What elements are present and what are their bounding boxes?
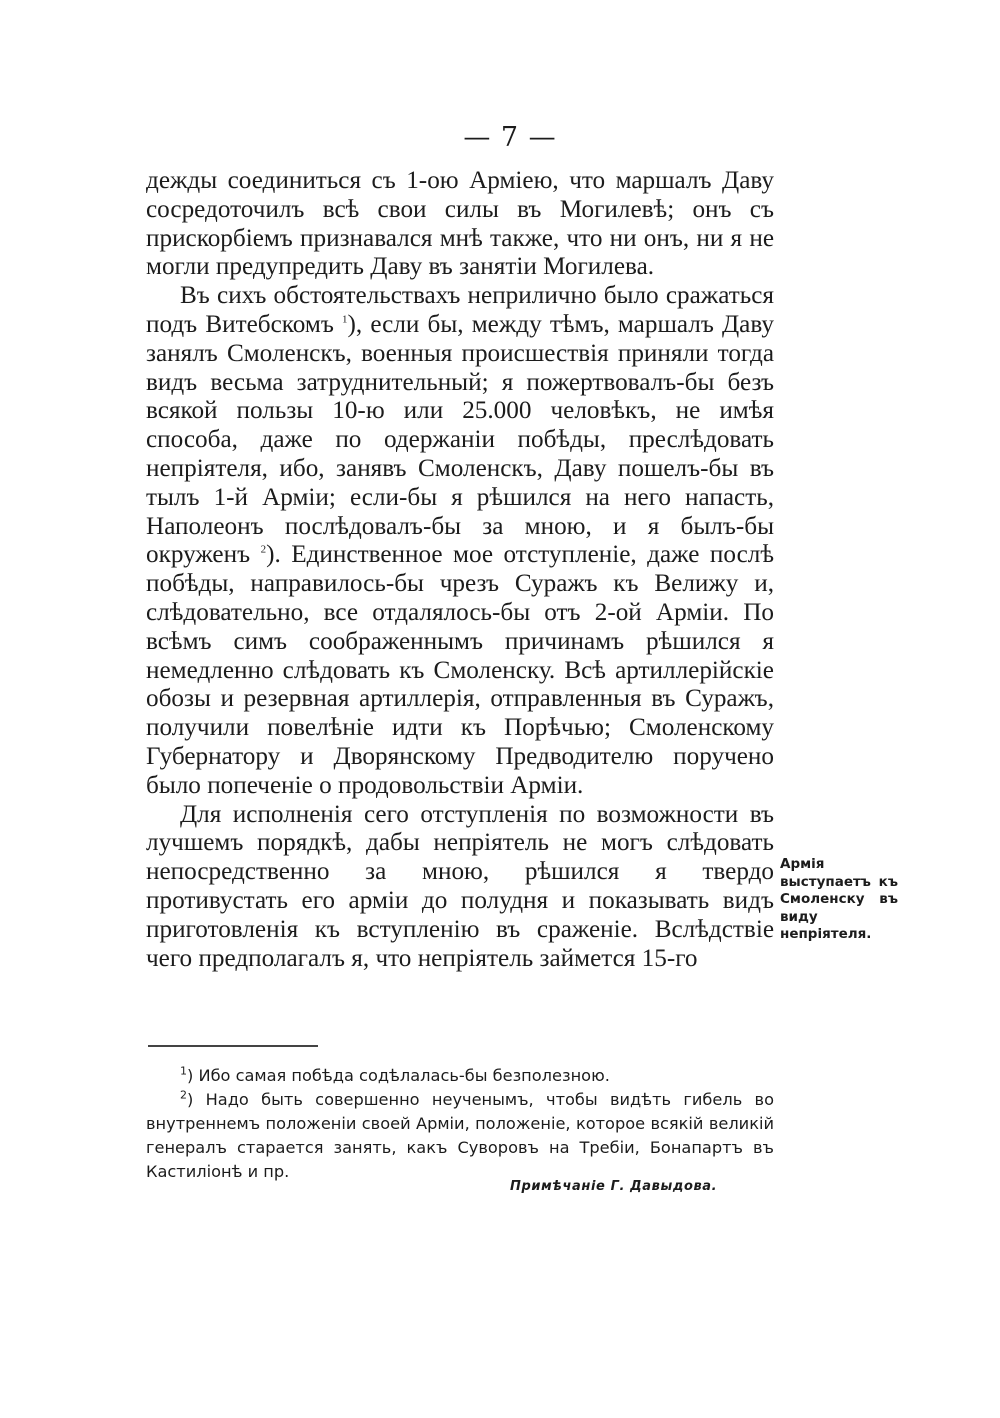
margin-note: Армія выступаетъ къ Смоленску въ виду непріятеля. — [780, 856, 898, 942]
footnote-reference: 1 — [342, 313, 348, 326]
paragraph — [146, 801, 774, 974]
footnote — [146, 1064, 774, 1088]
footnote-text: ) Ибо самая побѣда содѣлалась-бы безполезною. — [187, 1066, 610, 1085]
paragraph-text: ), если бы, между тѣмъ, маршалъ Даву занялъ Смоленскъ, военныя происшествія приняли тогда видъ весьма затруднительный; я пожертвовалъ-бы безъ всякой пользы 10-ю или 25.000 человѣкъ, не имѣя способа, даже по одержаніи побѣды, преслѣдовать непріятеля, ибо, занявъ Смоленскъ, Даву пошелъ-бы въ тылъ 1-й Арміи; если-бы я рѣшился на него напасть, Наполеонъ послѣдовалъ-бы за мною, и я былъ-бы окруженъ — [146, 310, 774, 569]
paragraph-text: дежды соединиться съ 1-ою Арміею, что маршалъ Даву сосредоточилъ всѣ свои силы въ Могилевѣ; онъ съ прискорбіемъ признавался мнѣ также, что ни онъ, ни я не могли предупредить Даву въ занятіи Могилева. — [146, 167, 774, 281]
paragraph-text: Въ сихъ обстоятельствахъ неприлично было сражаться подъ Витебскомъ — [146, 282, 774, 338]
page-number: — 7 — — [463, 122, 557, 153]
main-text — [146, 167, 774, 973]
footnote-reference: 2 — [260, 543, 267, 556]
footnote-divider — [148, 1045, 318, 1047]
footnote-attribution: Примѣчаніе Г. Давыдова. — [510, 1179, 718, 1194]
footnote-text: ) Надо быть совершенно неученымъ, чтобы видѣть гибель во внутреннемъ положеніи своей Арміи, положеніе, которое всякій великій генералъ старается занять, какъ Суворовъ на Требіи, Бонапартъ въ Кастиліонѣ и пр. — [146, 1090, 774, 1181]
footnote-mark: 2 — [180, 1088, 187, 1102]
paragraph-text: ). Единственное мое отступленіе, даже послѣ побѣды, направилось-бы чрезъ Суражъ къ Велижу и, слѣдовательно, все отдалялось-бы отъ 2-ой Арміи. По всѣмъ симъ соображеннымъ причинамъ рѣшился я немедленно слѣдовать къ Смоленску. Всѣ артиллерійскіе обозы и резервная артиллерія, отправленныя въ Суражъ, получили повелѣніе идти къ Порѣчью; Смоленскому Губернатору и Дворянскому Предводителю поручено было попеченіе о продовольствіи Арміи. — [146, 541, 774, 799]
footnotes — [146, 1064, 774, 1184]
paragraph — [146, 167, 774, 282]
footnote — [146, 1088, 774, 1184]
paragraph — [146, 282, 774, 800]
footnote-mark: 1 — [180, 1064, 187, 1078]
paragraph-text: Для исполненія сего отступленія по возможности въ лучшемъ порядкѣ, дабы непріятель не могъ слѣдовать непосредственно за мною, рѣшился я твердо противустать его арміи до полудня и показывать видъ приготовленія къ вступленію въ сраженіе. Вслѣдствіе чего предполагалъ я, что непріятель займется 15-го — [146, 800, 774, 972]
